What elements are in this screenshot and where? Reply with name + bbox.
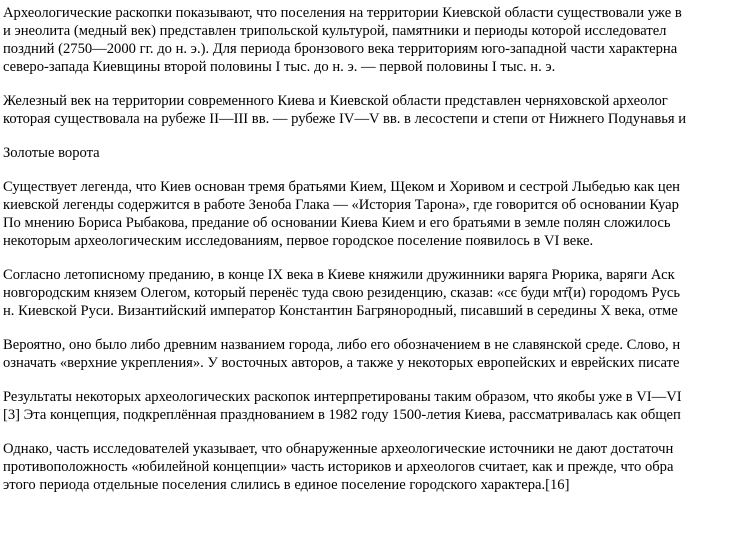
text-line: Однако, часть исследователей указывает, что обнаруженные археологические источники не дают достаточн xyxy=(3,441,674,457)
text-line: По мнению Бориса Рыбакова, предание об основании Киева Кием и его братьями в земле полян сложилось xyxy=(3,215,671,231)
paragraph-excavation-results xyxy=(3,388,744,424)
text-line: Железный век на территории современного Киева и Киевской области представлен черняховской археолог xyxy=(3,93,668,109)
text-line: которая существовала на рубеже II—III вв. — рубеже IV—V вв. в лесостепи и степи от Нижнего Подунавья и xyxy=(3,111,687,127)
text-line: Археологические раскопки показывают, что поселения на территории Киевской области существовали уже в xyxy=(3,5,682,21)
text-line: северо-запада Киевщины второй половины I тыс. до н. э. — первой половины I тыс. н. э. xyxy=(3,59,556,75)
section-heading-golden-gate xyxy=(3,144,744,162)
text-line: новгородским князем Олегом, который перенёс туда свою резиденцию, сказав: «сє буди мт҃(и) городомъ Русь xyxy=(3,285,681,301)
document-body xyxy=(3,4,744,510)
paragraph-chronicle xyxy=(3,266,744,320)
text-line: Существует легенда, что Киев основан тремя братьями Кием, Щеком и Хоривом и сестрой Лыбедью как цен xyxy=(3,179,680,195)
paragraph-legend xyxy=(3,178,744,250)
heading-text: Золотые ворота xyxy=(3,145,100,161)
text-line: Вероятно, оно было либо древним названием города, либо его обозначением в не славянской среде. Слово, н xyxy=(3,337,681,353)
text-line: Согласно летописному преданию, в конце IX века в Киеве княжили дружинники варяга Рюрика, варяги Аск xyxy=(3,267,675,283)
text-line: [3] Эта концепция, подкреплённая празднованием в 1982 году 1500-летия Киева, рассматривалась как общеп xyxy=(3,407,681,423)
text-line: означать «верхние укрепления». У восточных авторов, а также у некоторых европейских и еврейских писате xyxy=(3,355,680,371)
text-line: некоторым археологическим исследованиям, первое городское поселение появилось в VI веке. xyxy=(3,233,594,249)
paragraph-archaeology xyxy=(3,4,744,76)
text-line: киевской легенды содержится в работе Зеноба Глака — «История Тарона», где говорится об основании Куар xyxy=(3,197,679,213)
text-line: и энеолита (медный век) представлен трипольской культурой, памятники и периоды которой исследовател xyxy=(3,23,667,39)
text-line: поздний (2750—2000 гг. до н. э.). Для периода бронзового века территориям юго-западной части характерна xyxy=(3,41,678,57)
text-line: н. Киевской Руси. Византийский император Константин Багрянородный, писавший в середины X века, отме xyxy=(3,303,678,319)
paragraph-counterview xyxy=(3,440,744,494)
text-line: Результаты некоторых археологических раскопок интерпретированы таким образом, что якобы уже в VI—VI xyxy=(3,389,682,405)
paragraph-iron-age xyxy=(3,92,744,128)
paragraph-name-origin xyxy=(3,336,744,372)
text-line: этого периода отдельные поселения слились в единое поселение городского характера.[16] xyxy=(3,477,570,493)
text-line: противоположность «юбилейной концепции» часть историков и археологов считает, как и прежде, что обра xyxy=(3,459,674,475)
